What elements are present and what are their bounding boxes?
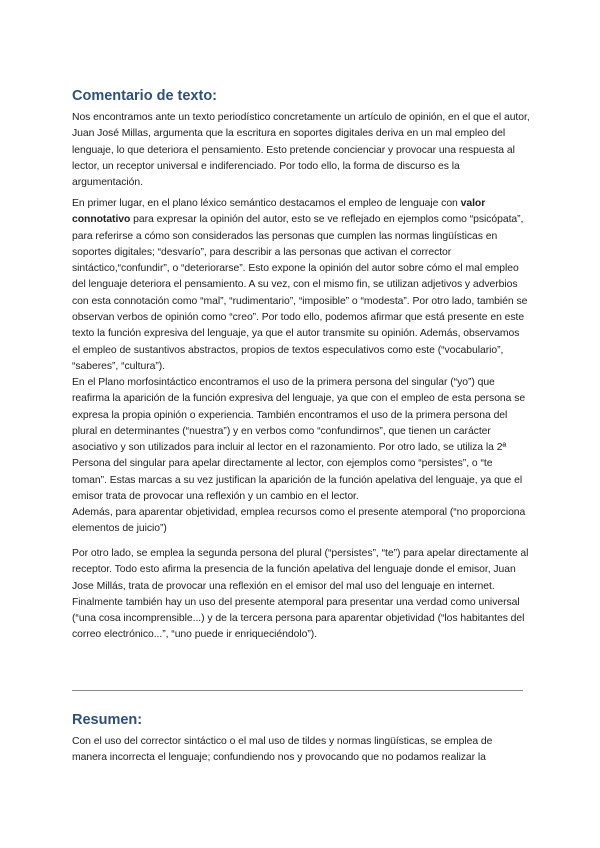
section-divider <box>72 690 523 691</box>
commentary-heading: Comentario de texto: <box>72 88 218 104</box>
objectivity-paragraph: Además, para aparentar objetividad, emplea recursos como el presente atemporal (“no proporciona elementos de juicio”) <box>72 507 526 535</box>
morphosyntactic-paragraph: En el Plano morfosintáctico encontramos el uso de la primera persona del singular (“yo”) que reafirma la aparición de la función expresiva del lenguaje, ya que con el empleo de esta persona se expresa la propia opinión o experiencia. También encontramos el uso de la primera persona del plural en determinantes (“nuestra”) y en verbos como “confundirnos”, que tienen un carácter asociativo y son utilizados para incluir al lector en el razonamiento. Por otro lado, se utiliza la 2ª Persona del singular para apelar directamente al lector, con ejemplos como “persistes”, o “te toman”. Estas marcas a su vez justifican la aparición de la función apelativa del lenguaje, ya que el emisor trata de provocar una reflexión y un cambio en el lector. <box>72 377 526 503</box>
second-person-paragraph: Por otro lado, se emplea la segunda persona del plural (“persistes”, “te”) para apelar directamente al receptor. Todo esto afirma la presencia de la función apelativa del lenguaje donde el emisor, Juan Jose Millás, trata de provocar una reflexión en el emisor del mal uso del lenguaje en internet. Finalmente también hay un uso del presente atemporal para presentar una verdad como universal (“una cosa incomprensible...) y de la tercera persona para aparentar objetividad (“los habitantes del correo electrónico...”, “uno puede ir enriqueciéndolo”). <box>72 548 529 641</box>
lexical-semantic-paragraph <box>72 196 530 375</box>
commentary-intro-paragraph: Nos encontramos ante un texto periodístico concretamente un artículo de opinión, en el que el autor, Juan José Millas, argumenta que la escritura en soportes digitales deriva en un mal empleo del lenguaje, lo que deteriora el pensamiento. Esto pretende concienciar y provocar una respuesta al lector, un receptor universal e indiferenciado. Por todo ello, la forma de discurso es la argumentación. <box>72 112 530 189</box>
lexical-text-rest: para expresar la opinión del autor, esto se ve reflejado en ejemplos como “psicópata”, para referirse a cómo son considerados las personas que cumplen las normas lingüísticas en soportes digitales; “desvarío”, para describir a las personas que activan el corrector sintáctico,“confundir”, o “deteriorarse”. Esto expone la opinión del autor sobre cómo el mal empleo del lenguaje deteriora el pensamiento. A su vez, con el mismo fin, se utilizan adjetivos y adverbios con esta connotación como “mal”, “rudimentario”, “imposible” o “modesta”. Por otro lado, también se observan verbos de opinión como “creo”. Por todo ello, podemos afirmar que está presente en este texto la función expresiva del lenguaje, ya que el autor transmite su opinión. Además, observamos el empleo de sustantivos abstractos, propios de textos especulativos como este (“vocabulario”, “saberes”, “cultura”). <box>72 214 528 372</box>
connotative-value-bold: valor connotativo <box>72 198 486 226</box>
lexical-text-start: En primer lugar, en el plano léxico semántico destacamos el empleo de lenguaje con <box>72 198 461 209</box>
summary-heading: Resumen: <box>72 712 143 728</box>
summary-paragraph: Con el uso del corrector sintáctico o el mal uso de tildes y normas lingüísticas, se emplea de manera incorrecta el lenguaje; confundiendo nos y provocando que no podamos realizar la <box>72 736 493 764</box>
